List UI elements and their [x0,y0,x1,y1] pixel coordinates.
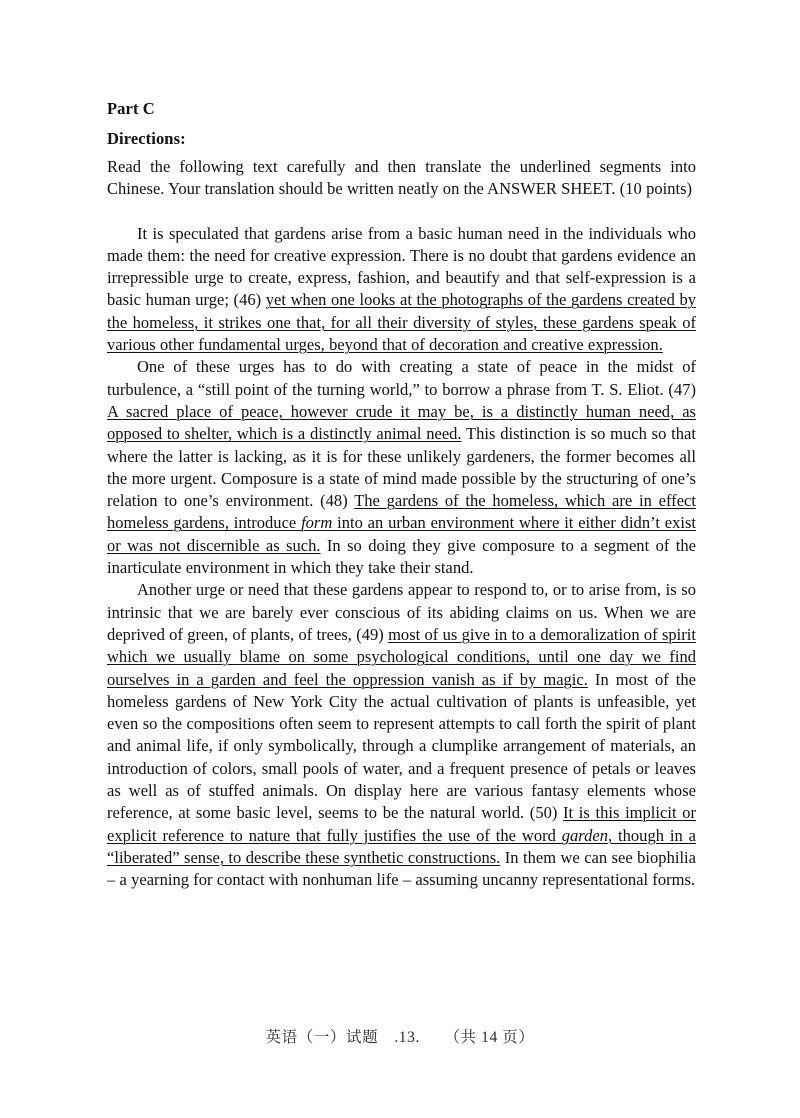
paragraph-2-middle: This distinction is so much so that where the latter is lacking, as it is for these unlikely gardeners, the former becomes all the more urgent. Composure is a state of mind made possible by the structuring of one’s relation to one’s environment. (48) [107,424,696,511]
translate-segment-47: A sacred place of peace, however crude it may be, is a distinctly human need, as opposed to shelter, which is a distinctly animal need. [107,401,696,444]
segment-48-part1: The gardens of the homeless, which are in effect homeless gardens, introduce [107,491,696,533]
directions-heading: Directions: [107,129,186,148]
segment-48-emphasis-form: form [301,513,333,533]
segment-50-part2: , though in a “liberated” sense, to describe these synthetic constructions. [107,825,696,867]
translate-segment-46: yet when one looks at the photographs of the gardens created by the homeless, it strikes one that, for all their diversity of styles, these gardens speak of various other fundamental urges, beyond that of decoration and creative expression. [107,290,697,355]
segment-50-emphasis-garden: garden [561,825,609,845]
paragraph-2 [107,356,696,579]
segment-48-part2: into an urban environment where it either didn’t exist or was not discernible as such. [107,513,696,555]
translate-segment-49: most of us give in to a demoralization of spirit which we usually blame on some psychological conditions, until one day we find ourselves in a garden and feel the oppression vanish as if by magic. [107,624,696,689]
paragraph-3 [107,579,696,891]
paragraph-3-middle: In most of the homeless gardens of New York City the actual cultivation of plants is unfeasible, yet even so the compositions often seem to represent attempts to call forth the spirit of plant and animal life, if only symbolically, through a clumplike arrangement of materials, an introduction of colors, small pools of water, and a frequent presence of petals or leaves as well as of stuffed animals. On display here are various fantasy elements whose reference, at some basic level, seems to be the natural world. (50) [107,669,696,823]
page-content [107,96,696,892]
paragraph-3-tail: In them we can see biophilia – a yearning for contact with nonhuman life – assuming uncanny representational forms. [107,847,696,890]
paragraph-1 [107,223,696,357]
part-heading: Part C [107,99,155,118]
paragraph-3-lead: Another urge or need that these gardens appear to respond to, or to arise from, is so intrinsic that we are barely ever conscious of its abiding claims on us. When we are deprived of green, of plants, of trees, (49) [107,580,696,644]
paragraph-1-lead: It is speculated that gardens arise from a basic human need in the individuals who made them: the need for creative expression. There is no doubt that gardens evidence an irrepressible urge to create, express, fashion, and beautify and that self-expression is a basic human urge; (46) [107,223,696,310]
paragraph-2-lead: One of these urges has to do with creating a state of peace in the midst of turbulence, a “still point of the turning world,” to borrow a phrase from T. S. Eliot. (47) [107,357,696,399]
segment-50-part1: It is this implicit or explicit reference to nature that fully justifies the use of the word [107,803,696,845]
page-footer: 英语（一）试题 .13. （共 14 页） [265,1029,535,1046]
directions-text: Read the following text carefully and then translate the underlined segments into Chinese. Your translation should be written neatly on the ANSWER SHEET. (10 points) [107,157,696,199]
paragraph-2-tail: In so doing they give composure to a segment of the inarticulate environment in which they take their stand. [107,535,696,578]
